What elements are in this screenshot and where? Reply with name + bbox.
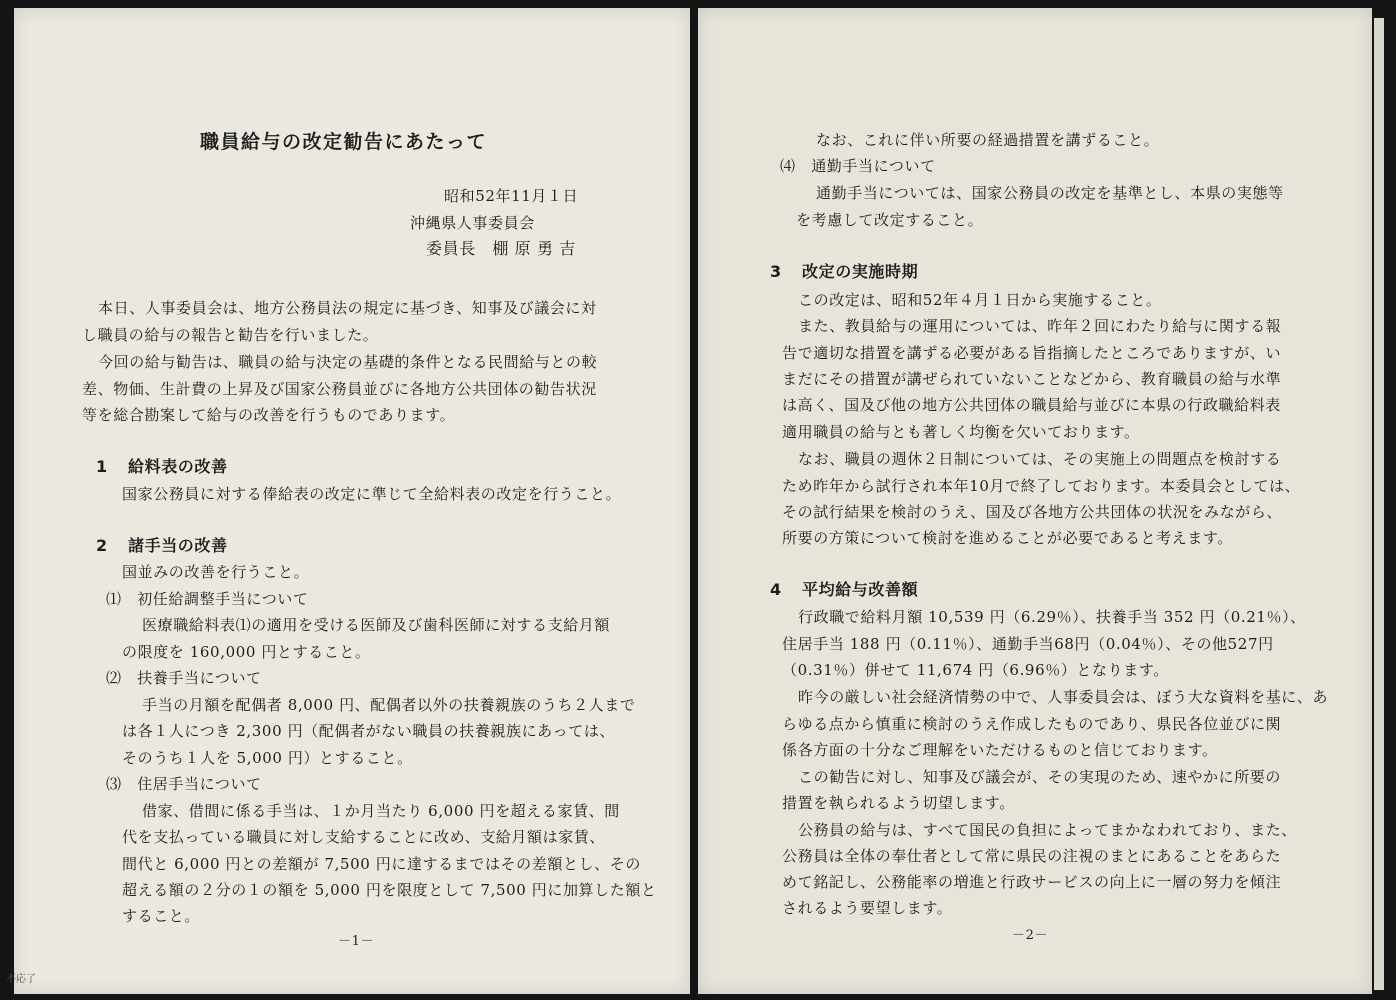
body-line: まだにその措置が講ぜられていないことなどから、教育職員の給与水準 [782,370,1282,388]
body-line: なお、職員の週休２日制については、その実施上の問題点を検討する [798,450,1282,468]
body-line: また、教員給与の運用については、昨年２回にわたり給与に関する報 [798,317,1282,335]
body-line: （0.31％）併せて 11,674 円（6.96％）となります。 [782,661,1169,679]
body-line: この改定は、昭和52年４月１日から実施すること。 [798,291,1162,309]
date-line: 昭和52年11月１日 [444,187,579,205]
intro-line: 等を総合勘案して給与の改善を行うものであります。 [82,406,456,424]
body-line: らゆる点から慎重に検討のうえ作成したものであり、県民各位並びに関 [782,715,1282,733]
item-line: そのうち１人を 5,000 円）とすること。 [122,749,413,767]
page-number: －2－ [1012,928,1049,943]
section-heading: 改定の実施時期 [802,262,919,281]
item-line: 間代と 6,000 円との差額が 7,500 円に達するまではその差額とし、その [122,855,641,873]
signer-line: 委員長 棚 原 勇 吉 [426,239,576,258]
item-label: ⑵ 扶養手当について [106,669,262,687]
section-body: 国家公務員に対する俸給表の改定に準じて全給料表の改定を行うこと。 [122,485,622,503]
document-title: 職員給与の改定勧告にあたって [200,131,488,153]
item-line: 医療職給料表⑴の適用を受ける医師及び歯科医師に対する支給月額 [142,616,611,634]
body-line: 住居手当 188 円（0.11％）、通勤手当68円（0.04％）、その他527円 [782,635,1274,653]
body-line: この勧告に対し、知事及び議会が、その実現のため、速やかに所要の [798,768,1282,786]
section-body: 国並みの改善を行うこと。 [122,563,310,581]
item-line: の限度を 160,000 円とすること。 [122,643,371,661]
body-line: その試行結果を検討のうえ、国及び各地方公共団体の状況をみながら、 [782,503,1283,521]
body-line: 行政職で給料月額 10,539 円（6.29％）、扶養手当 352 円（0.21％）、 [798,608,1306,626]
section-heading: 給料表の改善 [128,457,228,476]
item-label: ⑶ 住居手当について [106,775,262,793]
body-line: 告で適切な措置を講ずる必要がある旨指摘したところでありますが、い [782,344,1282,362]
item-line: 代を支払っている職員に対し支給することに改め、支給月額は家賃、 [122,828,606,846]
body-line: 適用職員の給与とも著しく均衡を欠いております。 [782,423,1140,441]
section-heading: 諸手当の改善 [128,536,228,555]
section-number: 3 [770,262,782,281]
intro-line: し職員の給与の報告と勧告を行いました。 [82,326,379,344]
body-line: 昨今の厳しい社会経済情勢の中で、人事委員会は、ぼう大な資料を基に、あ [798,688,1329,706]
intro-line: 今回の給与勧告は、職員の給与決定の基礎的条件となる民間給与との較 [98,353,598,371]
item-line: は各１人につき 2,300 円（配偶者がない職員の扶養親族にあっては、 [122,722,616,740]
body-line: 係各方面の十分なご理解をいただけるものと信じております。 [782,741,1218,759]
body-line: なお、これに伴い所要の経過措置を講ずること。 [816,131,1160,149]
body-line: 公務員は全体の奉仕者として常に県民の注視のまとにあることをあらた [782,847,1282,865]
organization-line: 沖縄県人事委員会 [410,214,535,232]
intro-line: 差、物価、生計費の上昇及び国家公務員並びに各地方公共団体の勧告状況 [82,380,597,398]
page-edge [1374,18,1384,990]
page-number: －1－ [338,934,375,949]
body-line: されるよう要望します。 [782,899,953,917]
body-line: 公務員の給与は、すべて国民の負担によってまかなわれており、また、 [798,821,1297,839]
item-line: を考慮して改定すること。 [796,211,984,229]
intro-line: 本日、人事委員会は、地方公務員法の規定に基づき、知事及び議会に対 [98,299,597,317]
left-page [14,8,690,994]
section-number: 2 [96,536,108,555]
section-number: 1 [96,457,108,476]
section-number: 4 [770,580,782,599]
body-line: ため昨年から試行され本年10月で終了しております。本委員会としては、 [782,477,1301,495]
body-line: 所要の方策について検討を進めることが必要であると考えます。 [782,529,1233,547]
body-line: 措置を執られるよう切望します。 [782,794,1015,812]
item-label: ⑴ 初任給調整手当について [106,590,309,608]
section-heading: 平均給与改善額 [802,580,919,599]
item-line: 手当の月額を配偶者 8,000 円、配偶者以外の扶養親族のうち２人まで [142,696,636,714]
margin-note: 不応了 [6,974,36,985]
item-line: 超える額の２分の１の額を 5,000 円を限度として 7,500 円に加算した額と [122,881,657,899]
right-page [698,8,1372,994]
item-line: すること。 [122,907,201,925]
item-line: 借家、借間に係る手当は、１か月当たり 6,000 円を超える家賃、間 [142,802,620,820]
item-label: ⑷ 通勤手当について [780,157,936,175]
body-line: は高く、国及び他の地方公共団体の職員給与並びに本県の行政職給料表 [782,396,1281,414]
item-line: 通勤手当については、国家公務員の改定を基準とし、本県の実態等 [816,184,1284,202]
body-line: めて銘記し、公務能率の増進と行政サービスの向上に一層の努力を傾注 [782,873,1282,891]
